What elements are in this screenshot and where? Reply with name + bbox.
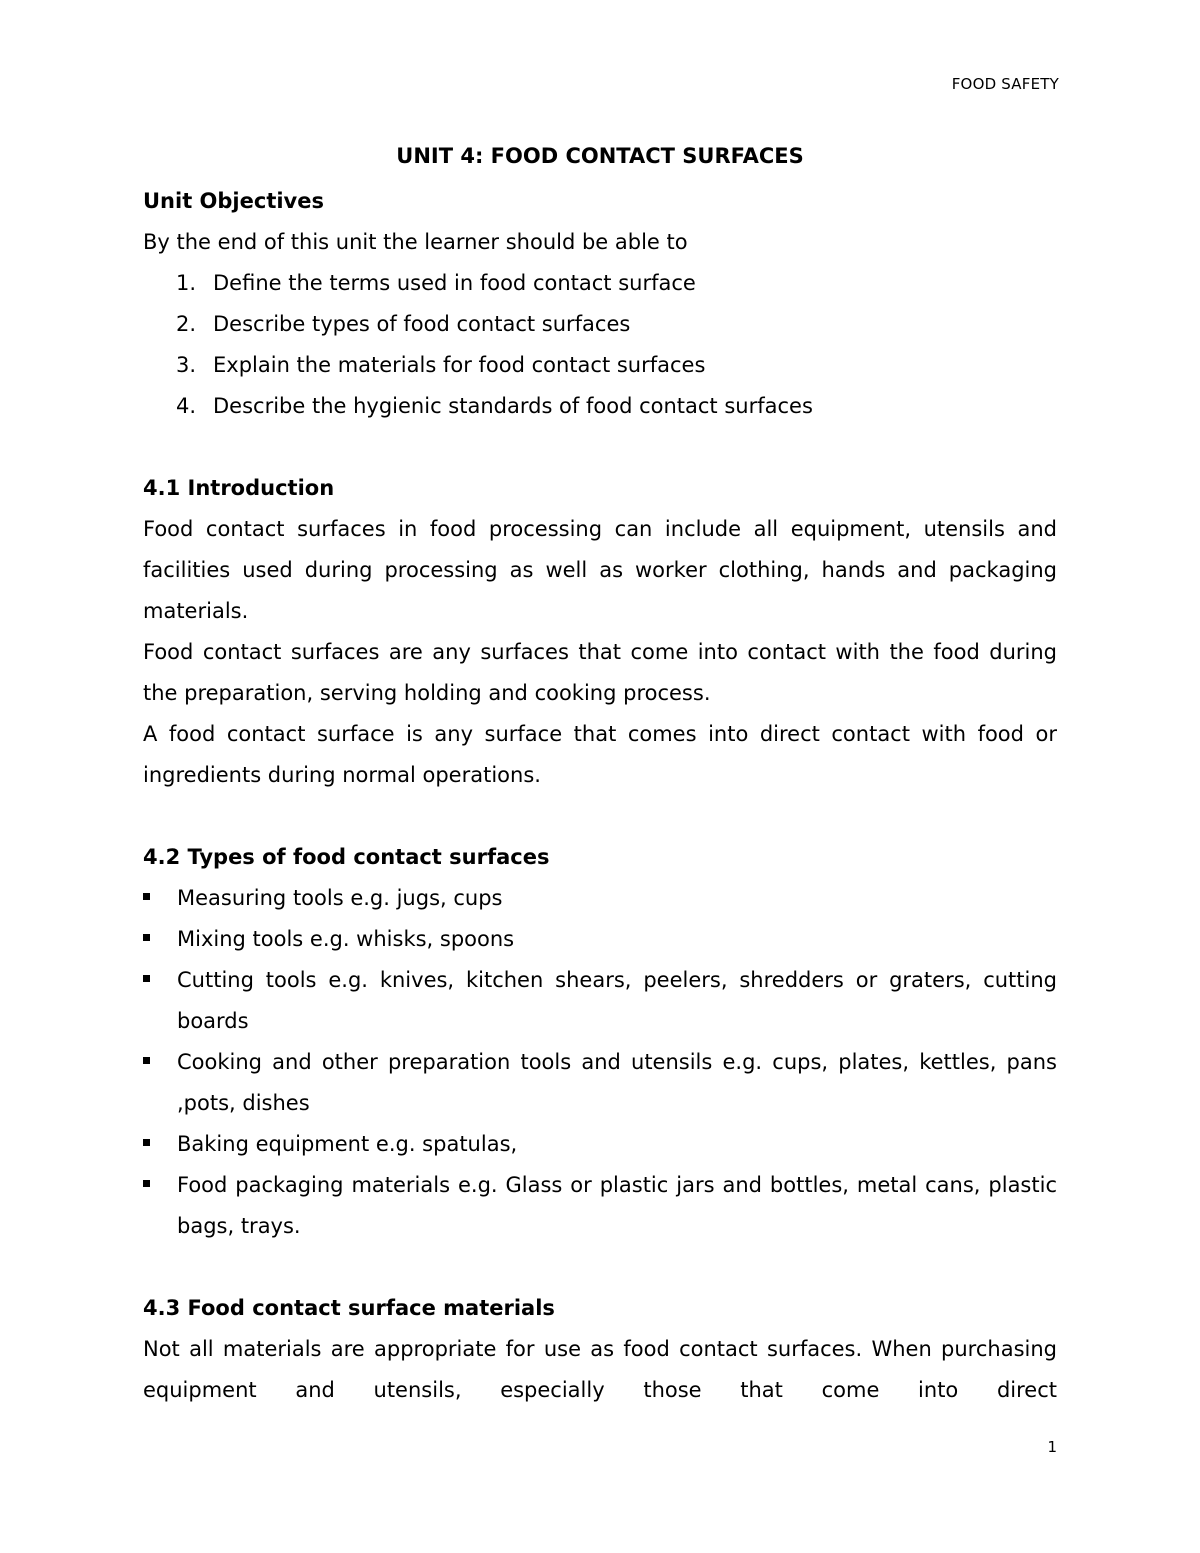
section-heading-introduction: 4.1 Introduction (143, 476, 335, 500)
spacer (143, 427, 1057, 468)
list-item (143, 919, 1057, 960)
list-item-text: Cooking and other preparation tools and utensils e.g. cups, plates, kettles, pans ,pots, dishes (177, 1050, 1057, 1115)
running-header: FOOD SAFETY (951, 75, 1059, 93)
objective-item (143, 386, 1057, 427)
objective-text: Describe the hygienic standards of food contact surfaces (213, 394, 813, 418)
list-item-text: Baking equipment e.g. spatulas, (177, 1132, 518, 1156)
objective-item (143, 345, 1057, 386)
spacer (143, 1247, 1057, 1288)
square-bullet-icon (143, 1139, 150, 1146)
list-item-text: Mixing tools e.g. whisks, spoons (177, 927, 515, 951)
section-heading-materials: 4.3 Food contact surface materials (143, 1296, 555, 1320)
objective-number: 4. (176, 394, 197, 418)
section-heading-types: 4.2 Types of food contact surfaces (143, 845, 550, 869)
objective-item (143, 304, 1057, 345)
list-item (143, 1165, 1057, 1247)
objective-number: 3. (176, 353, 197, 377)
materials-paragraph: Not all materials are appropriate for use as food contact surfaces. When purchasing equipment and utensils, especially those that come into direct (143, 1337, 1057, 1402)
list-item (143, 960, 1057, 1042)
page-content (143, 140, 1057, 1411)
square-bullet-icon (143, 975, 150, 982)
list-item-text: Food packaging materials e.g. Glass or plastic jars and bottles, metal cans, plastic bags, trays. (177, 1173, 1057, 1238)
list-item (143, 1042, 1057, 1124)
list-item (143, 878, 1057, 919)
objective-text: Describe types of food contact surfaces (213, 312, 631, 336)
square-bullet-icon (143, 1057, 150, 1064)
page-number: 1 (1047, 1438, 1057, 1456)
objective-text: Define the terms used in food contact surface (213, 271, 696, 295)
square-bullet-icon (143, 1180, 150, 1187)
objective-number: 2. (176, 312, 197, 336)
objectives-intro: By the end of this unit the learner should be able to (143, 230, 688, 254)
spacer (143, 796, 1057, 837)
objectives-heading: Unit Objectives (143, 189, 324, 213)
objective-text: Explain the materials for food contact surfaces (213, 353, 706, 377)
square-bullet-icon (143, 893, 150, 900)
objective-item (143, 263, 1057, 304)
intro-paragraph: A food contact surface is any surface that comes into direct contact with food or ingredients during normal operations. (143, 722, 1057, 787)
list-item (143, 1124, 1057, 1165)
objectives-list (143, 263, 1057, 427)
list-item-text: Cutting tools e.g. knives, kitchen shears, peelers, shredders or graters, cutting boards (177, 968, 1057, 1033)
list-item-text: Measuring tools e.g. jugs, cups (177, 886, 503, 910)
types-list (143, 878, 1057, 1247)
intro-paragraph: Food contact surfaces are any surfaces that come into contact with the food during the preparation, serving holding and cooking process. (143, 640, 1057, 705)
objective-number: 1. (176, 271, 197, 295)
intro-paragraph: Food contact surfaces in food processing can include all equipment, utensils and facilities used during processing as well as worker clothing, hands and packaging materials. (143, 517, 1057, 623)
unit-title: UNIT 4: FOOD CONTACT SURFACES (396, 144, 804, 168)
square-bullet-icon (143, 934, 150, 941)
